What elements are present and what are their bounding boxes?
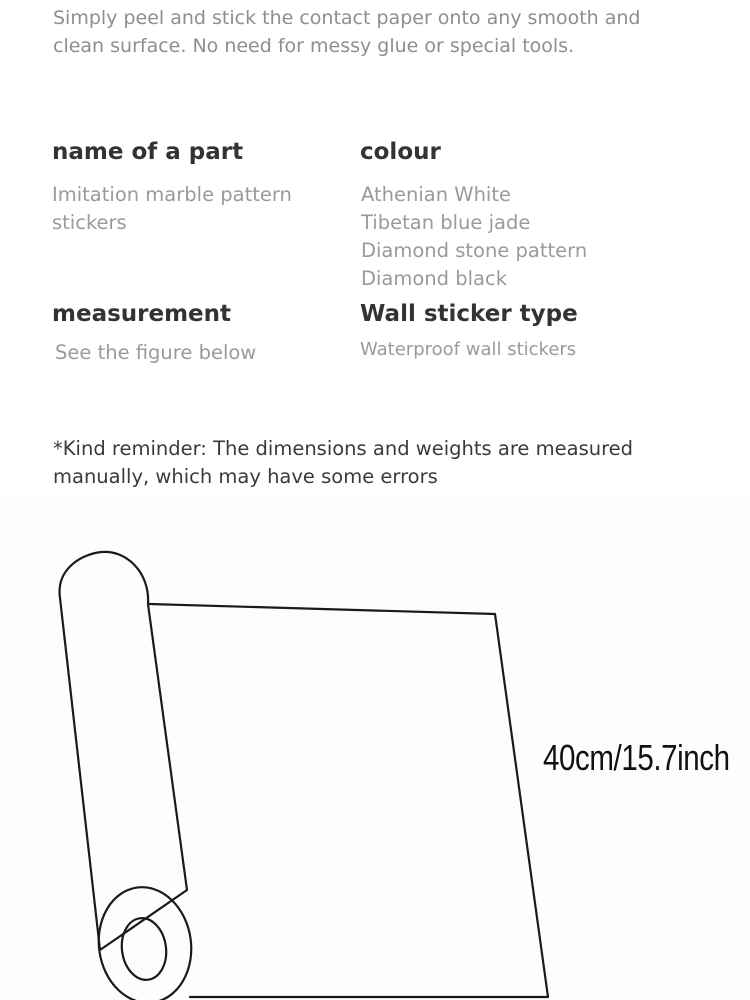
colour-label: colour [360,139,441,165]
measurement-label: measurement [52,301,232,327]
part-name-value: Imitation marble pattern stickers [52,183,292,234]
sheet-outline [149,604,548,997]
part-name-label: name of a part [52,139,244,165]
kind-reminder: *Kind reminder: The dimensions and weights are measured manually, which may have some errors [53,437,634,488]
roll-outline [60,552,187,950]
sticker-type-value: Waterproof wall stickers [360,339,577,360]
colour-item: Athenian White [361,183,511,206]
roll-end [91,881,198,1000]
roll-dimension-figure [0,500,750,1000]
intro-text: Simply peel and stick the contact paper onto any smooth and clean surface. No need for messy glue or special tools. [53,7,641,57]
colour-item: Diamond stone pattern [361,239,588,262]
colour-item: Diamond black [361,267,508,290]
dimension-label: 40cm/15.7inch [543,737,730,778]
roll-core [118,915,170,983]
colour-item: Tibetan blue jade [361,211,531,234]
measurement-value: See the figure below [55,341,257,364]
colour-list [361,181,587,293]
sticker-type-label: Wall sticker type [360,301,578,327]
